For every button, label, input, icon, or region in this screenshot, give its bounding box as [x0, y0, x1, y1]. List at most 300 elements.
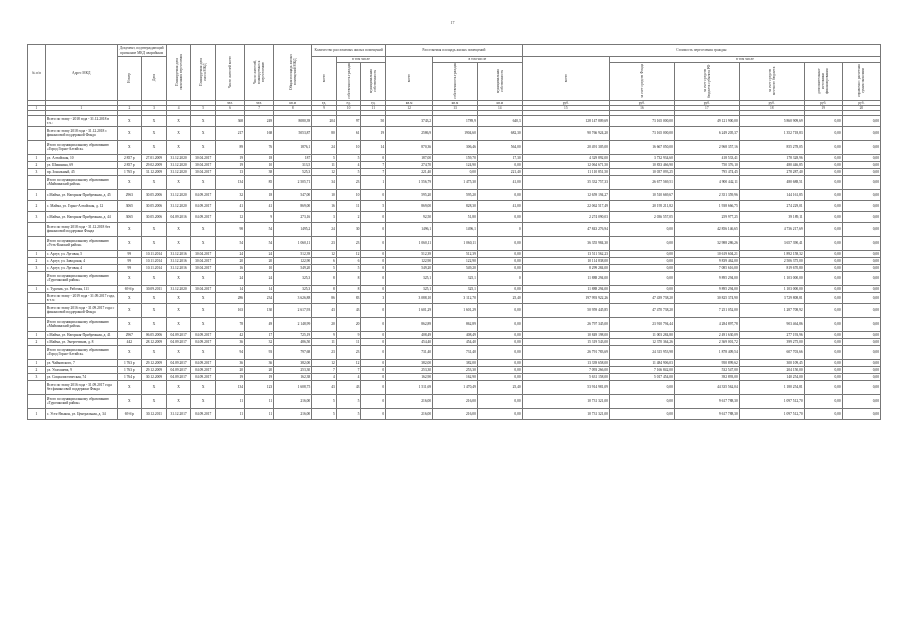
- row-number: [28, 292, 46, 303]
- row-address: Итого по муниципальному образованию «Турочакский район»: [45, 271, 117, 285]
- area-mun: 0,00: [477, 161, 522, 168]
- cost-region: 2 369 001,72: [674, 338, 739, 345]
- area-mun: 0,00: [477, 303, 522, 317]
- table-row: [28, 211, 881, 222]
- rooms-own: 12: [336, 250, 361, 257]
- cost-local: 300 109,45: [739, 359, 804, 366]
- cost-local: 1 352 718,83: [739, 126, 804, 140]
- cost-extra: 0,00: [804, 317, 842, 331]
- people-count: 78: [216, 317, 245, 331]
- cost-extra2: 0,00: [842, 380, 880, 394]
- rooms-own: 8: [336, 271, 361, 285]
- rooms-own: 11: [336, 200, 361, 211]
- cost-region: 950 899,62: [674, 359, 739, 366]
- area-total: 2 617,93: [274, 303, 312, 317]
- rooms-own: 9: [336, 331, 361, 338]
- rooms-total: 6: [312, 257, 337, 264]
- cost-region: 532 547,00: [674, 366, 739, 373]
- rooms-total: 5: [312, 408, 337, 419]
- area-total: 549,20: [274, 264, 312, 271]
- rooms-mun: 1: [361, 175, 386, 189]
- row-number: 1: [28, 331, 46, 338]
- unit-cell: кв.м: [386, 101, 433, 106]
- area-own: 549,20: [433, 264, 478, 271]
- cost-region: 2 351 359,96: [674, 189, 739, 200]
- cost-extra2: 0,00: [842, 126, 880, 140]
- plan-date2: 30.04.2017: [191, 154, 216, 161]
- rooms-total: 43: [312, 380, 337, 394]
- table-row: [28, 271, 881, 285]
- people-planned: 41: [245, 200, 274, 211]
- cost-extra: 0,00: [804, 359, 842, 366]
- area-own: 325,1: [433, 285, 478, 292]
- cost-total: 11 110 851,50: [522, 168, 609, 175]
- row-number: 1: [28, 189, 46, 200]
- cost-fund: 3 732 934,60: [609, 154, 674, 161]
- cost-total: 12 064 671,50: [522, 161, 609, 168]
- cost-fund: 0,00: [609, 236, 674, 250]
- cost-extra2: 0,00: [842, 394, 880, 408]
- doc-number: X: [117, 115, 142, 126]
- header-people-planned: Число жителей, планируемых к переселению: [245, 45, 274, 101]
- plan-date: 31.12.2016: [166, 264, 191, 271]
- cost-fund: 73 165 000,00: [609, 115, 674, 126]
- row-address: с. Турочак, ул. Рабочая, 111: [45, 285, 117, 292]
- row-number: [28, 126, 46, 140]
- rooms-total: 23: [312, 236, 337, 250]
- rooms-mun: 0: [361, 338, 386, 345]
- doc-number: X: [117, 271, 142, 285]
- people-planned: 17: [245, 331, 274, 338]
- plan-date: X: [166, 292, 191, 303]
- rooms-mun: 3: [361, 292, 386, 303]
- row-address: ул. Шишкина, 69: [45, 161, 117, 168]
- cost-local: 1 287 708,92: [739, 303, 804, 317]
- people-planned: 54: [245, 236, 274, 250]
- table-row: [28, 115, 881, 126]
- rooms-mun: 0: [361, 257, 386, 264]
- cost-total: 11 888 294,00: [522, 271, 609, 285]
- area-resettle: 382,00: [386, 359, 433, 366]
- colnum-cell: 8: [274, 106, 312, 111]
- header-address: Адрес МКД: [45, 45, 117, 101]
- cost-fund: 0,00: [609, 408, 674, 419]
- cost-extra: 0,00: [804, 292, 842, 303]
- people-count: 19: [216, 373, 245, 380]
- row-number: 3: [28, 168, 46, 175]
- unit-cell: руб.: [842, 101, 880, 106]
- people-count: 14: [216, 285, 245, 292]
- rooms-total: 20: [312, 317, 337, 331]
- row-number: [28, 222, 46, 236]
- cost-extra2: 0,00: [842, 285, 880, 292]
- area-resettle: 3743,2: [386, 115, 433, 126]
- unit-cell: кв.м: [433, 101, 478, 106]
- cost-extra2: 0,00: [842, 338, 880, 345]
- rooms-mun: 5: [361, 200, 386, 211]
- cost-total: 53 914 981,09: [522, 380, 609, 394]
- people-planned: 54: [245, 222, 274, 236]
- plan-date2: X: [191, 126, 216, 140]
- plan-date: 04.09.2017: [166, 338, 191, 345]
- table-row: [28, 366, 881, 373]
- table-row: [28, 373, 881, 380]
- area-own: 828,30: [433, 200, 478, 211]
- cost-extra2: 0,00: [842, 200, 880, 211]
- cost-extra2: 0,00: [842, 345, 880, 359]
- doc-date: 29.12.2009: [142, 359, 167, 366]
- rooms-mun: 0: [361, 359, 386, 366]
- cost-local: 39 189,11: [739, 211, 804, 222]
- doc-date: X: [142, 222, 167, 236]
- area-total: 1 060,11: [274, 236, 312, 250]
- cost-fund: 10 037 093,25: [609, 168, 674, 175]
- people-count: 24: [216, 271, 245, 285]
- colnum-cell: 13: [433, 106, 478, 111]
- area-total: 2 148,99: [274, 317, 312, 331]
- cost-region: 44 335 562,04: [674, 380, 739, 394]
- cost-extra: 0,00: [804, 257, 842, 264]
- area-mun: 25,40: [477, 380, 522, 394]
- rooms-own: 5: [336, 154, 361, 161]
- rooms-own: 4: [336, 373, 361, 380]
- cost-total: 8 299 284,00: [522, 264, 609, 271]
- area-mun: 0,00: [477, 359, 522, 366]
- rooms-own: 7: [336, 366, 361, 373]
- area-resettle: 595,20: [386, 189, 433, 200]
- rooms-mun: 0: [361, 250, 386, 257]
- rooms-total: 7: [312, 366, 337, 373]
- cost-fund: 0,00: [609, 380, 674, 394]
- plan-date2: X: [191, 345, 216, 359]
- doc-number: X: [117, 236, 142, 250]
- row-number: 3: [28, 264, 46, 271]
- cost-region: 1 938 666,75: [674, 200, 739, 211]
- rooms-total: 8: [312, 271, 337, 285]
- rooms-total: 86: [312, 292, 337, 303]
- header-cost-region: за счет средств бюджета субъекта РФ: [674, 63, 739, 101]
- doc-number: 2 857 р: [117, 161, 142, 168]
- doc-number: X: [117, 345, 142, 359]
- unit-cell: руб.: [609, 101, 674, 106]
- row-address: с. Аргут, ул. Луговая, 4: [45, 264, 117, 271]
- people-planned: 49: [245, 317, 274, 331]
- row-address: Итого по муниципальному образованию «Майминский район»: [45, 317, 117, 331]
- cost-local: 903 464,86: [739, 317, 804, 331]
- area-mun: 0,00: [477, 189, 522, 200]
- rooms-own: 83: [336, 292, 361, 303]
- cost-region: 392 893,00: [674, 373, 739, 380]
- doc-date: X: [142, 303, 167, 317]
- doc-number: 3065: [117, 200, 142, 211]
- cost-local: 140 254,00: [739, 373, 804, 380]
- area-own: 512,39: [433, 250, 478, 257]
- cost-extra: 0,00: [804, 331, 842, 338]
- cost-extra: 0,00: [804, 271, 842, 285]
- people-planned: 11: [245, 394, 274, 408]
- area-mun: 25,40: [477, 292, 522, 303]
- area-mun: 640,3: [477, 115, 522, 126]
- header-area-total2: всего: [386, 57, 433, 101]
- rooms-total: 12: [312, 168, 337, 175]
- doc-date: 10.11.2014: [142, 250, 167, 257]
- row-address: Итого по муниципальному образованию «Турочакский район»: [45, 394, 117, 408]
- rooms-total: 5: [312, 394, 337, 408]
- cost-region: 9 839 462,00: [674, 257, 739, 264]
- cost-fund: 0,00: [609, 250, 674, 257]
- plan-date: X: [166, 303, 191, 317]
- people-planned: 249: [245, 115, 274, 126]
- area-own: 1 470,49: [433, 380, 478, 394]
- cost-total: 26 797 345,00: [522, 317, 609, 331]
- table-row: [28, 175, 881, 189]
- cost-region: 795 474,45: [674, 168, 739, 175]
- cost-total: 12 659 194,27: [522, 189, 609, 200]
- area-resettle: 187,00: [386, 154, 433, 161]
- table-row: [28, 222, 881, 236]
- doc-number: X: [117, 394, 142, 408]
- doc-date: X: [142, 175, 167, 189]
- cost-region: 42 856 146,65: [674, 222, 739, 236]
- plan-date: 31.12.2016: [166, 257, 191, 264]
- cost-fund: 0,00: [609, 264, 674, 271]
- area-resettle: 454,40: [386, 338, 433, 345]
- row-address: ул. Улагашева, 9: [45, 366, 117, 373]
- cost-total: 10 731 321,00: [522, 394, 609, 408]
- table-row: [28, 359, 881, 366]
- doc-date: 30.05.2006: [142, 189, 167, 200]
- unit-cell: руб.: [804, 101, 842, 106]
- cost-local: 1 097 512,70: [739, 394, 804, 408]
- people-planned: 36: [245, 359, 274, 366]
- rooms-own: 11: [336, 338, 361, 345]
- plan-date: 31.12.2020: [166, 285, 191, 292]
- area-total: 187: [274, 154, 312, 161]
- colnum-cell: 4: [166, 106, 191, 111]
- plan-date: 31.12.2020: [166, 200, 191, 211]
- people-count: 19: [216, 154, 245, 161]
- table-row: [28, 154, 881, 161]
- doc-number: X: [117, 140, 142, 154]
- area-own: 159,70: [433, 154, 478, 161]
- cost-fund: 47 470 738,20: [609, 303, 674, 317]
- plan-date: X: [166, 126, 191, 140]
- rooms-mun: 7: [361, 161, 386, 168]
- cost-region: 9 617 788,30: [674, 394, 739, 408]
- row-number: 2: [28, 257, 46, 264]
- cost-extra2: 0,00: [842, 168, 880, 175]
- cost-fund: 2 036 557,05: [609, 211, 674, 222]
- cost-extra: 0,00: [804, 366, 842, 373]
- area-resettle: 408,49: [386, 331, 433, 338]
- area-resettle: 512,39: [386, 250, 433, 257]
- row-address: Всего по этапу 2016 года - 31.09.2017 года с финансовой поддержкой Фонда: [45, 303, 117, 317]
- cost-extra: 0,00: [804, 189, 842, 200]
- plan-date2: X: [191, 271, 216, 285]
- row-number: [28, 115, 46, 126]
- cost-extra: 0,00: [804, 250, 842, 257]
- doc-date: X: [142, 380, 167, 394]
- rooms-own: 12: [336, 359, 361, 366]
- doc-number: X: [117, 222, 142, 236]
- people-count: 16: [216, 264, 245, 271]
- rooms-own: 5: [336, 264, 361, 271]
- area-total: 8080,39: [274, 115, 312, 126]
- cost-total: 128 147 809,69: [522, 115, 609, 126]
- plan-date: X: [166, 140, 191, 154]
- area-mun: 0,00: [477, 317, 522, 331]
- cost-total: 7 093 266,00: [522, 366, 609, 373]
- doc-number: X: [117, 175, 142, 189]
- plan-date: X: [166, 115, 191, 126]
- cost-extra2: 0,00: [842, 189, 880, 200]
- area-own: 1 475,30: [433, 175, 478, 189]
- colnum-cell: 1: [28, 106, 46, 111]
- rooms-own: 23: [336, 236, 361, 250]
- row-number: [28, 394, 46, 408]
- rooms-mun: 0: [361, 271, 386, 285]
- doc-number: 1 763 р: [117, 366, 142, 373]
- people-planned: 10: [245, 264, 274, 271]
- unit-cell: кв.м: [274, 101, 312, 106]
- rooms-total: 16: [312, 200, 337, 211]
- doc-date: 30.09.2011: [142, 285, 167, 292]
- row-number: [28, 271, 46, 285]
- plan-date: X: [166, 271, 191, 285]
- area-total: 216,00: [274, 408, 312, 419]
- doc-number: 99: [117, 264, 142, 271]
- area-mun: 0,00: [477, 250, 522, 257]
- colnum-cell: 10: [336, 106, 361, 111]
- doc-number: 2963: [117, 189, 142, 200]
- cost-extra: 0,00: [804, 200, 842, 211]
- colnum-cell: 6: [216, 106, 245, 111]
- doc-number: 1 764 р: [117, 373, 142, 380]
- row-number: 1: [28, 154, 46, 161]
- cost-extra2: 0,00: [842, 303, 880, 317]
- unit-cell: руб.: [674, 101, 739, 106]
- rooms-own: 5: [336, 394, 361, 408]
- doc-number: X: [117, 126, 142, 140]
- colnum-cell: 11: [361, 106, 386, 111]
- rooms-total: 8: [312, 285, 337, 292]
- cost-fund: 26 677 569,51: [609, 175, 674, 189]
- cost-extra: 0,00: [804, 168, 842, 175]
- area-resettle: 2586,9: [386, 126, 433, 140]
- rooms-total: 80: [312, 126, 337, 140]
- cost-total: 15 319 543,00: [522, 338, 609, 345]
- area-mun: 682,30: [477, 126, 522, 140]
- area-resettle: 862,89: [386, 317, 433, 331]
- area-own: 216,00: [433, 408, 478, 419]
- area-resettle: 92,50: [386, 211, 433, 222]
- cost-extra: 0,00: [804, 161, 842, 168]
- people-count: 163: [216, 303, 245, 317]
- cost-extra: 0,00: [804, 285, 842, 292]
- table-row: [28, 292, 881, 303]
- cost-region: 30 825 374,90: [674, 292, 739, 303]
- plan-date: X: [166, 380, 191, 394]
- row-number: [28, 303, 46, 317]
- area-total: 725,19: [274, 331, 312, 338]
- people-planned: 20: [245, 366, 274, 373]
- row-address: с. Усть-Языкон, ул. Центральная, д. 34: [45, 408, 117, 419]
- row-number: [28, 175, 46, 189]
- rooms-total: 24: [312, 140, 337, 154]
- cost-extra2: 0,00: [842, 140, 880, 154]
- area-own: 122,90: [433, 257, 478, 264]
- plan-date: 31.12.2017: [166, 408, 191, 419]
- area-total: 273,16: [274, 211, 312, 222]
- doc-date: X: [142, 271, 167, 285]
- doc-date: X: [142, 140, 167, 154]
- colnum-cell: 20: [842, 106, 880, 111]
- area-own: 216,00: [433, 394, 478, 408]
- unit-cell: руб.: [522, 101, 609, 106]
- plan-date: 04.09.2017: [166, 366, 191, 373]
- table-row: [28, 236, 881, 250]
- area-total: 253,30: [274, 366, 312, 373]
- plan-date2: X: [191, 222, 216, 236]
- cost-extra2: 0,00: [842, 271, 880, 285]
- people-planned: 85: [245, 175, 274, 189]
- row-address: ул. Социалистическая, 74: [45, 373, 117, 380]
- rooms-total: 34: [312, 175, 337, 189]
- table-row: [28, 200, 881, 211]
- header-cost-group: Стоимость переселения граждан: [522, 45, 880, 57]
- people-count: 12: [216, 211, 245, 222]
- doc-date: 30.12.2011: [142, 408, 167, 419]
- area-resettle: 216,00: [386, 394, 433, 408]
- cost-local: 480 688,51: [739, 175, 804, 189]
- rooms-total: 11: [312, 338, 337, 345]
- table-row: [28, 257, 881, 264]
- header-cost-extra2: справочно: расчетная сумма экономии: [842, 63, 880, 101]
- area-total: 313,5: [274, 161, 312, 168]
- page-number: 17: [450, 20, 455, 25]
- rooms-mun: 7: [361, 168, 386, 175]
- row-address: Итого по муниципальному образованию «Майминский район»: [45, 175, 117, 189]
- people-planned: 168: [245, 126, 274, 140]
- area-resettle: 731,40: [386, 345, 433, 359]
- area-total: 382,00: [274, 359, 312, 366]
- rooms-total: 5: [312, 154, 337, 161]
- unit-cell: чел.: [216, 101, 245, 106]
- cost-total: 10 114 838,00: [522, 257, 609, 264]
- area-own: 731,40: [433, 345, 478, 359]
- row-address: с. Аргут, ул. Луговая, 5: [45, 250, 117, 257]
- table-row: [28, 303, 881, 317]
- doc-number: 1 765 р: [117, 168, 142, 175]
- row-number: 2: [28, 366, 46, 373]
- row-number: [28, 317, 46, 331]
- people-count: 19: [216, 161, 245, 168]
- header-area-group: Расселяемая площадь жилых помещений: [386, 45, 523, 57]
- header-cost-extra: дополнительные источники финансирования: [804, 63, 842, 101]
- doc-date: 31.12.2009: [142, 168, 167, 175]
- area-resettle: 549,20: [386, 264, 433, 271]
- row-address: с.Майма, ул. Нагорная-Прибрежная, д. 41: [45, 331, 117, 338]
- plan-date: 31.12.2020: [166, 168, 191, 175]
- rooms-total: 9: [312, 331, 337, 338]
- rooms-own: 20: [336, 317, 361, 331]
- rooms-own: 5: [336, 408, 361, 419]
- cost-extra: 0,00: [804, 115, 842, 126]
- plan-date: X: [166, 236, 191, 250]
- people-planned: 234: [245, 292, 274, 303]
- people-planned: 10: [245, 161, 274, 168]
- row-address: с.Майма, ул. Нагорная-Прибрежная, д. 44: [45, 211, 117, 222]
